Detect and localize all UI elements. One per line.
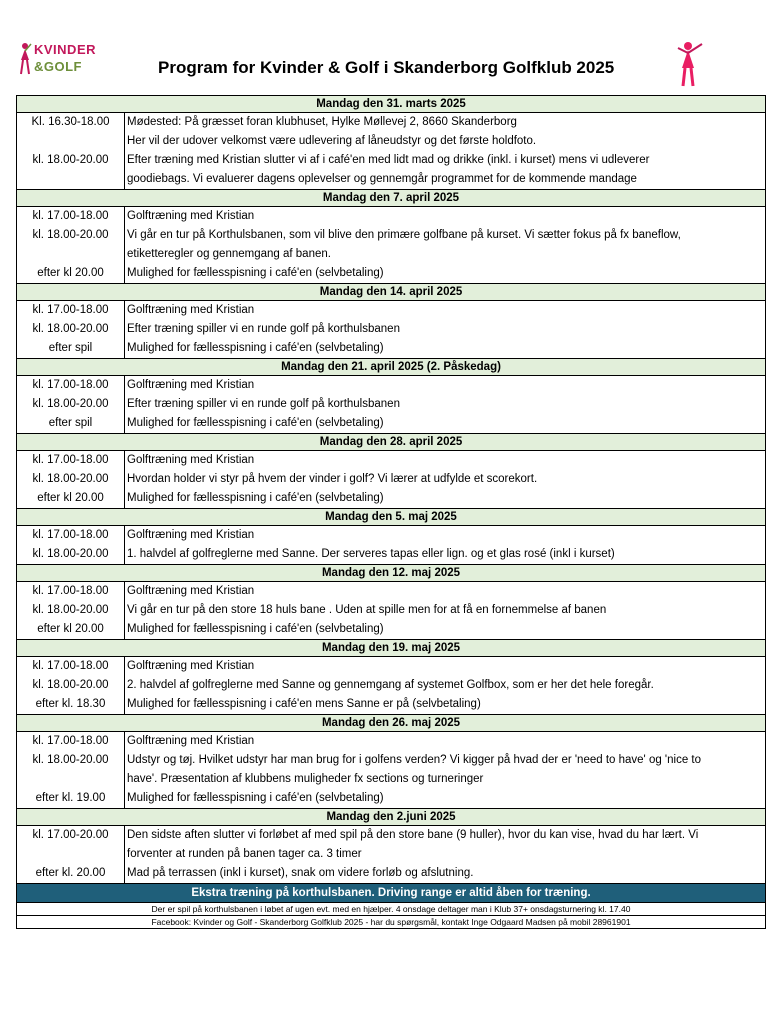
schedule-time: kl. 17.00-18.00: [32, 454, 109, 466]
schedule-description: Efter træning med Kristian slutter vi af i café'en med lidt mad og drikke (inkl. i kurset) mens vi udleverer: [127, 154, 650, 166]
schedule-description: Golftræning med Kristian: [127, 585, 255, 597]
day-header-row: [17, 434, 766, 451]
schedule-time: Kl. 16.30-18.00: [31, 116, 110, 128]
program-table: [16, 95, 766, 929]
schedule-time: kl. 18.00-20.00: [32, 323, 109, 335]
day-content-row: [17, 826, 766, 884]
day-header-row: [17, 190, 766, 207]
day-header-row: [17, 284, 766, 301]
schedule-description: Mulighed for fællesspisning i café'en mens Sanne er på (selvbetaling): [127, 698, 481, 710]
golfer-logo-icon: [18, 42, 32, 76]
time-column: [17, 657, 125, 715]
schedule-time: [19, 770, 122, 789]
schedule-time: kl. 17.00-18.00: [32, 529, 109, 541]
schedule-description: Mulighed for fællesspisning i café'en (selvbetaling): [127, 623, 384, 635]
schedule-description: Her vil der udover velkomst være udlevering af låneudstyr og det første holdfoto.: [127, 135, 537, 147]
schedule-time: [19, 845, 122, 864]
schedule-time: kl. 17.00-20.00: [32, 829, 109, 841]
day-heading: Mandag den 7. april 2025: [17, 190, 766, 207]
schedule-description: Den sidste aften slutter vi forløbet af med spil på den store bane (9 huller), hvor du kan vise, hvad du har lært. Vi: [127, 829, 699, 841]
day-content-row: [17, 113, 766, 190]
description-column: [125, 657, 766, 715]
schedule-time: efter spil: [48, 417, 93, 429]
description-column: [125, 376, 766, 434]
day-heading: Mandag den 31. marts 2025: [17, 96, 766, 113]
day-heading: Mandag den 28. april 2025: [17, 434, 766, 451]
page-header: [0, 0, 773, 94]
schedule-description: Hvordan holder vi styr på hvem der vinder i golf? Vi lærer at udfylde et scorekort.: [127, 473, 538, 485]
description-column: [125, 451, 766, 509]
day-content-row: [17, 301, 766, 359]
schedule-description: Golftræning med Kristian: [127, 210, 255, 222]
schedule-description: Mulighed for fællesspisning i café'en (selvbetaling): [127, 417, 384, 429]
schedule-description: etiketteregler og gennemgang af banen.: [127, 248, 331, 260]
footer-contact: Facebook: Kvinder og Golf - Skanderborg Golfklub 2025 - har du spørgsmål, kontakt Inge Odgaard Madsen på mobil 28961901: [17, 916, 766, 929]
day-content-row: [17, 207, 766, 284]
schedule-time: efter spil: [48, 342, 93, 354]
schedule-time: efter kl. 20.00: [35, 867, 106, 879]
schedule-description: Mulighed for fællesspisning i café'en (selvbetaling): [127, 792, 384, 804]
time-column: [17, 582, 125, 640]
schedule-description: Golftræning med Kristian: [127, 735, 255, 747]
schedule-description: Efter træning spiller vi en runde golf på korthulsbanen: [127, 398, 400, 410]
day-content-row: [17, 451, 766, 509]
day-header-row: [17, 715, 766, 732]
day-content-row: [17, 732, 766, 809]
schedule-time: [19, 245, 122, 264]
time-column: [17, 207, 125, 284]
day-heading: Mandag den 12. maj 2025: [17, 565, 766, 582]
schedule-time: kl. 17.00-18.00: [32, 735, 109, 747]
description-column: [125, 526, 766, 565]
logo-text-line1: KVINDER: [34, 42, 97, 57]
description-column: [125, 582, 766, 640]
schedule-time: kl. 17.00-18.00: [32, 379, 109, 391]
schedule-description: have'. Præsentation af klubbens muligheder fx sections og turneringer: [127, 773, 484, 785]
schedule-time: kl. 18.00-20.00: [32, 679, 109, 691]
day-content-row: [17, 657, 766, 715]
schedule-description: Golftræning med Kristian: [127, 379, 255, 391]
day-content-row: [17, 582, 766, 640]
day-heading: Mandag den 2.juni 2025: [17, 809, 766, 826]
time-column: [17, 526, 125, 565]
time-column: [17, 826, 125, 884]
time-column: [17, 451, 125, 509]
schedule-description: Vi går en tur på den store 18 huls bane . Uden at spille men for at få en fornemmelse af banen: [127, 604, 607, 616]
day-heading: Mandag den 19. maj 2025: [17, 640, 766, 657]
schedule-description: Golftræning med Kristian: [127, 454, 255, 466]
day-header-row: [17, 640, 766, 657]
schedule-time: kl. 17.00-18.00: [32, 210, 109, 222]
schedule-description: 2. halvdel af golfreglerne med Sanne og gennemgang af systemet Golfbox, som er her det hele foregår.: [127, 679, 654, 691]
schedule-time: efter kl 20.00: [37, 492, 104, 504]
schedule-description: Udstyr og tøj. Hvilket udstyr har man brug for i golfens verden? Vi kigger på hvad der er 'need to have' og 'nice to: [127, 754, 702, 766]
footer-row: [17, 916, 766, 929]
schedule-description: Mulighed for fællesspisning i café'en (selvbetaling): [127, 342, 384, 354]
schedule-description: Efter træning spiller vi en runde golf på korthulsbanen: [127, 323, 400, 335]
female-golfer-icon: [676, 40, 704, 90]
schedule-time: kl. 17.00-18.00: [32, 304, 109, 316]
schedule-time: kl. 17.00-18.00: [32, 660, 109, 672]
time-column: [17, 113, 125, 190]
schedule-time: kl. 18.00-20.00: [32, 754, 109, 766]
schedule-description: Golftræning med Kristian: [127, 304, 255, 316]
schedule-time: efter kl 20.00: [37, 267, 104, 279]
schedule-description: Mødested: På græsset foran klubhuset, Hylke Møllevej 2, 8660 Skanderborg: [127, 116, 517, 128]
schedule-time: kl. 18.00-20.00: [32, 473, 109, 485]
logo-text-line2: &GOLF: [34, 59, 82, 74]
day-header-row: [17, 809, 766, 826]
description-column: [125, 113, 766, 190]
day-header-row: [17, 565, 766, 582]
page-title: Program for Kvinder & Golf i Skanderborg Golfklub 2025: [158, 58, 615, 77]
day-header-row: [17, 509, 766, 526]
day-heading: Mandag den 14. april 2025: [17, 284, 766, 301]
schedule-description: Mulighed for fællesspisning i café'en (selvbetaling): [127, 492, 384, 504]
description-column: [125, 826, 766, 884]
schedule-time: kl. 17.00-18.00: [32, 585, 109, 597]
day-header-row: [17, 359, 766, 376]
time-column: [17, 732, 125, 809]
day-heading: Mandag den 5. maj 2025: [17, 509, 766, 526]
footer-note: Der er spil på korthulsbanen i løbet af ugen evt. med en hjælper. 4 onsdage deltager man i Klub 37+ onsdagsturnering kl. 17.40: [17, 903, 766, 916]
description-column: [125, 207, 766, 284]
schedule-time: kl. 18.00-20.00: [32, 154, 109, 166]
description-column: [125, 732, 766, 809]
schedule-description: 1. halvdel af golfreglerne med Sanne. Der serveres tapas eller lign. og et glas rosé (inkl i kurset): [127, 548, 615, 560]
extra-training-row: [17, 884, 766, 903]
day-content-row: [17, 526, 766, 565]
day-heading: Mandag den 21. april 2025 (2. Påskedag): [17, 359, 766, 376]
schedule-time: efter kl. 18.30: [35, 698, 106, 710]
schedule-description: forventer at runden på banen tager ca. 3 timer: [127, 848, 362, 860]
schedule-time: kl. 18.00-20.00: [32, 548, 109, 560]
schedule-time: [19, 132, 122, 151]
schedule-time: kl. 18.00-20.00: [32, 398, 109, 410]
schedule-description: Mad på terrassen (inkl i kurset), snak om videre forløb og afslutning.: [127, 867, 474, 879]
time-column: [17, 301, 125, 359]
schedule-time: efter kl 20.00: [37, 623, 104, 635]
schedule-description: goodiebags. Vi evaluerer dagens oplevelser og gennemgår programmet for de kommende mandage: [127, 173, 637, 185]
footer-row: [17, 903, 766, 916]
schedule-time: [19, 170, 122, 189]
schedule-time: kl. 18.00-20.00: [32, 229, 109, 241]
day-heading: Mandag den 26. maj 2025: [17, 715, 766, 732]
schedule-description: Golftræning med Kristian: [127, 529, 255, 541]
kvinder-golf-logo: [18, 40, 128, 80]
day-content-row: [17, 376, 766, 434]
description-column: [125, 301, 766, 359]
day-header-row: [17, 96, 766, 113]
schedule-description: Golftræning med Kristian: [127, 660, 255, 672]
schedule-description: Vi går en tur på Korthulsbanen, som vil blive den primære golfbane på kurset. Vi sætter fokus på fx baneflow,: [127, 229, 681, 241]
schedule-time: kl. 18.00-20.00: [32, 604, 109, 616]
time-column: [17, 376, 125, 434]
extra-training-banner: Ekstra træning på korthulsbanen. Driving range er altid åben for træning.: [17, 884, 766, 903]
schedule-time: efter kl. 19.00: [35, 792, 106, 804]
schedule-description: Mulighed for fællesspisning i café'en (selvbetaling): [127, 267, 384, 279]
